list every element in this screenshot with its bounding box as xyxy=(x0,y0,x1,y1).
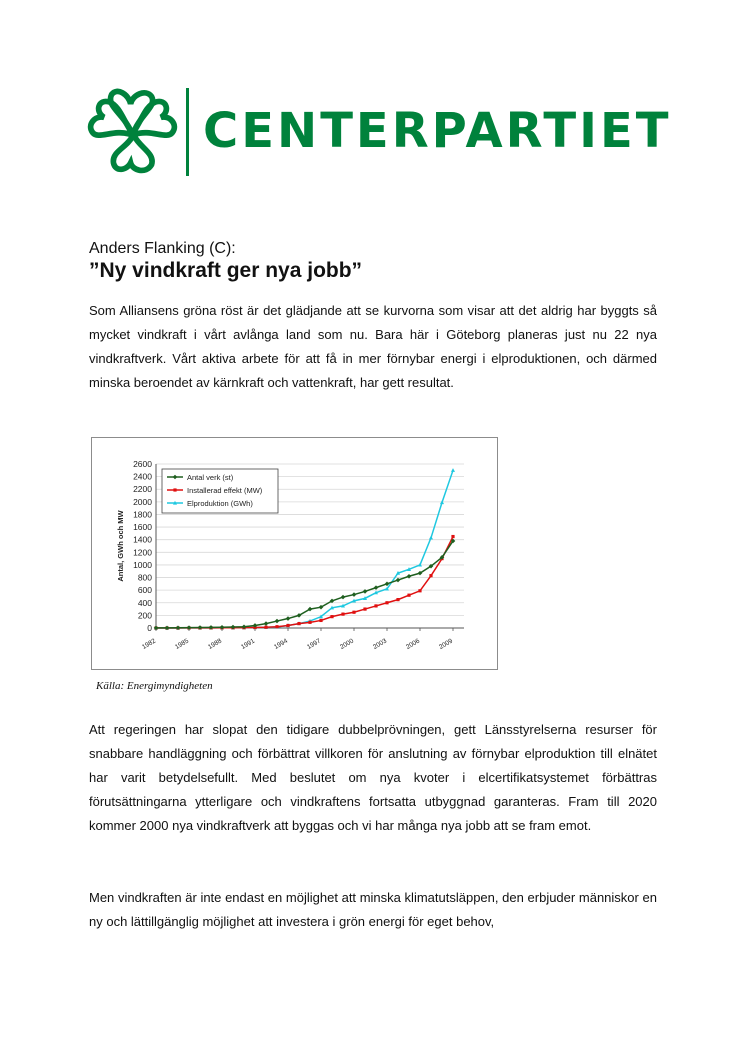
data-point-series-0 xyxy=(341,595,346,600)
y-tick-label: 2400 xyxy=(133,471,152,482)
x-tick-label: 2003 xyxy=(371,637,388,651)
centerpartiet-logo xyxy=(85,85,672,180)
data-point-series-1 xyxy=(319,619,322,622)
x-tick-label: 1985 xyxy=(173,637,190,651)
data-point-series-1 xyxy=(374,604,377,607)
y-tick-label: 200 xyxy=(137,610,152,621)
clover-icon xyxy=(85,85,180,180)
legend-marker xyxy=(173,488,176,491)
y-tick-label: 2000 xyxy=(133,496,152,507)
logo-divider xyxy=(186,88,189,176)
data-point-series-1 xyxy=(341,613,344,616)
data-point-series-0 xyxy=(352,592,357,597)
y-tick-label: 1200 xyxy=(133,547,152,558)
wind-power-chart xyxy=(92,438,497,669)
data-point-series-1 xyxy=(418,589,421,592)
y-tick-label: 0 xyxy=(147,623,152,633)
x-tick-label: 1997 xyxy=(305,637,322,651)
x-tick-label: 2006 xyxy=(404,637,421,651)
y-tick-label: 1800 xyxy=(133,509,152,520)
data-point-series-1 xyxy=(286,624,289,627)
brand-name: CENTERPARTIET xyxy=(203,103,672,159)
series-line-1 xyxy=(156,537,453,628)
paragraph-3: Men vindkraften är inte endast en möjlighet att minska klimatutsläppen, den erbjuder människor en ny och lättillgänglig möjlighet att investera i grön energi för eget behov, xyxy=(89,890,657,929)
y-axis-label: Antal, GWh och MW xyxy=(116,510,125,582)
data-point-series-2 xyxy=(429,536,433,540)
y-tick-label: 1000 xyxy=(133,559,152,570)
article-author: Anders Flanking (C): xyxy=(89,240,236,257)
data-point-series-1 xyxy=(352,611,355,614)
y-tick-label: 600 xyxy=(137,585,152,596)
paragraph-2: Att regeringen har slopat den tidigare dubbelprövningen, gett Länsstyrelserna resurser för snabbare handläggning och förbättrat villkoren för anslutning av förnybar elproduktion till elnätet har varit betydelsefullt. Med beslutet om nya kvoter i elcertifikatsystemet förbättras förutsättningarna ytterligare och vindkraftens fortsatta utbyggnad garanteras. Fram till 2020 kommer 2000 nya vindkraftverk att byggas och vi har många nya jobb att se fram emot. xyxy=(89,722,657,833)
x-tick-label: 1982 xyxy=(140,637,157,651)
paragraph-1: Som Alliansens gröna röst är det glädjande att se kurvorna som visar att det aldrig har byggts så mycket vindkraft i vårt avlånga land som nu. Bara här i Göteborg planeras just nu 22 nya vindkraftverk. Vårt aktiva arbete för att få in mer förnybar energi i elproduktionen, och därmed minska beroendet av kärnkraft och vattenkraft, har gett resultat. xyxy=(89,303,657,390)
data-point-series-2 xyxy=(451,468,455,472)
x-tick-label: 1991 xyxy=(239,637,256,651)
data-point-series-1 xyxy=(308,621,311,624)
data-point-series-1 xyxy=(264,626,267,629)
y-tick-label: 2600 xyxy=(133,459,152,469)
data-point-series-1 xyxy=(407,594,410,597)
y-tick-label: 1600 xyxy=(133,522,152,533)
x-tick-label: 2009 xyxy=(437,637,454,651)
y-tick-label: 400 xyxy=(137,597,152,608)
data-point-series-1 xyxy=(451,535,454,538)
legend-label: Installerad effekt (MW) xyxy=(187,485,263,495)
x-tick-label: 1994 xyxy=(272,637,289,651)
chart-container xyxy=(91,437,498,670)
y-tick-label: 1400 xyxy=(133,534,152,545)
legend-label: Antal verk (st) xyxy=(187,472,234,482)
data-point-series-1 xyxy=(396,598,399,601)
data-point-series-1 xyxy=(297,622,300,625)
y-tick-label: 2200 xyxy=(133,484,152,495)
series-line-0 xyxy=(156,541,453,628)
data-point-series-0 xyxy=(374,585,379,590)
data-point-series-1 xyxy=(275,625,278,628)
y-tick-label: 800 xyxy=(137,572,152,583)
data-point-series-0 xyxy=(264,621,269,626)
data-point-series-1 xyxy=(330,615,333,618)
data-point-series-0 xyxy=(396,578,401,583)
legend-label: Elproduktion (GWh) xyxy=(187,498,253,508)
x-tick-label: 2000 xyxy=(338,637,355,651)
data-point-series-0 xyxy=(275,619,280,624)
data-point-series-0 xyxy=(286,616,291,621)
data-point-series-1 xyxy=(385,601,388,604)
data-point-series-1 xyxy=(429,574,432,577)
x-tick-label: 1988 xyxy=(206,637,223,651)
article-headline: ”Ny vindkraft ger nya jobb” xyxy=(89,259,363,282)
chart-caption: Källa: Energimyndigheten xyxy=(96,680,213,692)
data-point-series-1 xyxy=(363,607,366,610)
